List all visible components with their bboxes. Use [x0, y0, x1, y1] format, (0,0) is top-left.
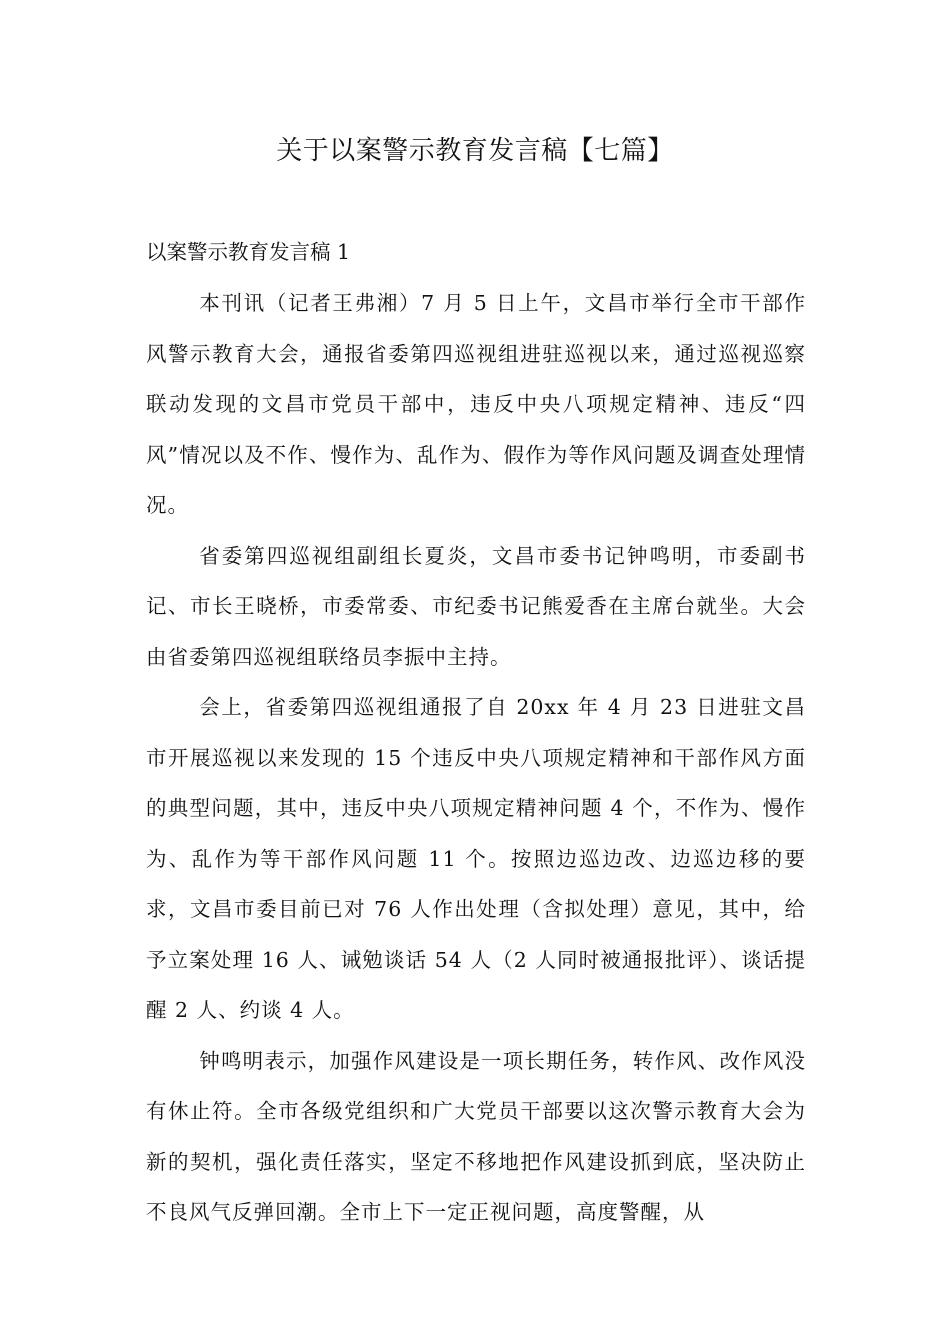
paragraph: 省委第四巡视组副组长夏炎，文昌市委书记钟鸣明，市委副书记、市长王晓桥，市委常委、市纪委书记熊爱香在主席台就坐。大会由省委第四巡视组联络员李振中主持。	[146, 543, 806, 669]
paragraph: 钟鸣明表示，加强作风建设是一项长期任务，转作风、改作风没有休止符。全市各级党组织和广大党员干部要以这次警示教育大会为新的契机，强化责任落实，坚定不移地把作风建设抓到底，坚决防止不良风气反弹回潮。全市上下一定正视问题，高度警醒，从	[146, 1048, 806, 1224]
section-heading: 以案警示教育发言稿 1	[146, 240, 351, 264]
document-title: 关于以案警示教育发言稿【七篇】	[276, 136, 674, 166]
document-body	[146, 226, 806, 1238]
paragraph: 会上，省委第四巡视组通报了自 20xx 年 4 月 23 日进驻文昌市开展巡视以来发现的 15 个违反中央八项规定精神和干部作风方面的典型问题，其中，违反中央八项规定精神问题 4 个，不作为、慢作为、乱作为等干部作风问题 11 个。按照边巡边改、边巡边移的要求，文昌市委目前已对 76 人作出处理（含拟处理）意见，其中，给予立案处理 16 人、诫勉谈话 54 人（2 人同时被通报批评）、谈话提醒 2 人、约谈 4 人。	[146, 695, 806, 1022]
paragraph: 本刊讯（记者王弗湘）7 月 5 日上午，文昌市举行全市干部作风警示教育大会，通报省委第四巡视组进驻巡视以来，通过巡视巡察联动发现的文昌市党员干部中，违反中央八项规定精神、违反“四风”情况以及不作、慢作为、乱作为、假作为等作风问题及调查处理情况。	[146, 291, 806, 517]
